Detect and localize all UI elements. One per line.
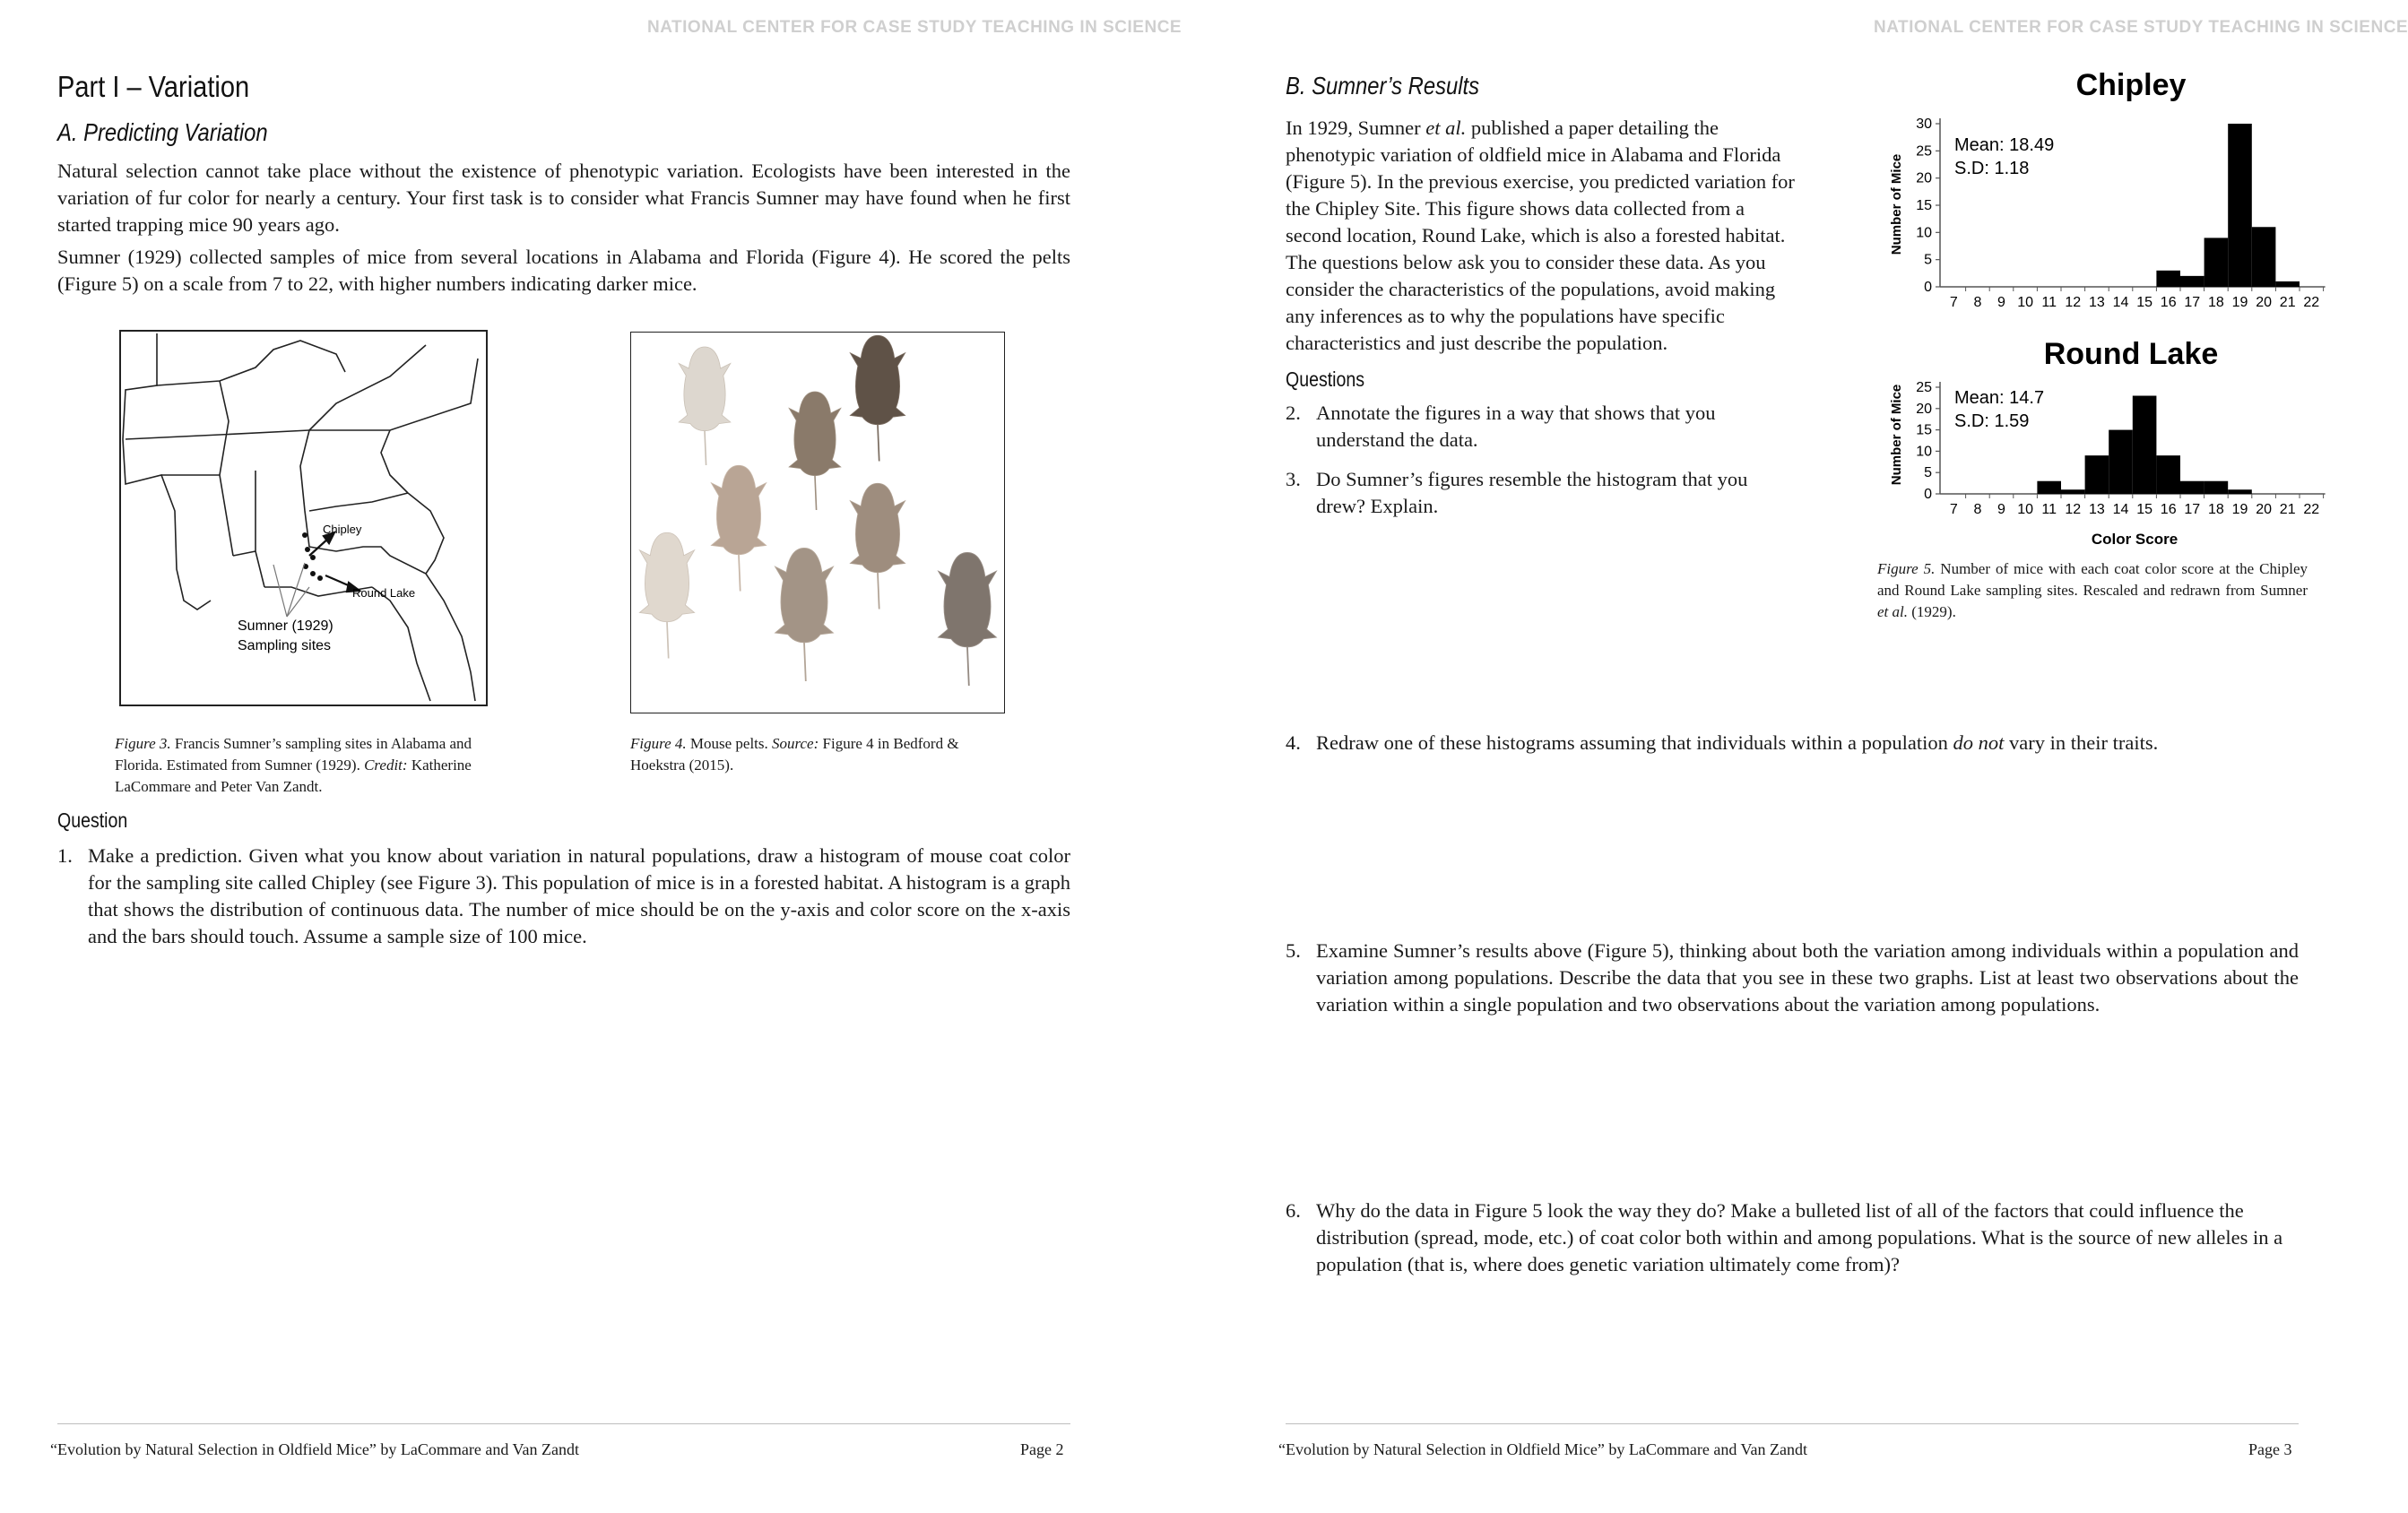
question-1 bbox=[57, 843, 1070, 950]
x-tick-label-12: 12 bbox=[2065, 502, 2082, 517]
x-tick-label-11: 11 bbox=[2041, 502, 2057, 517]
x-tick-label-7: 7 bbox=[1949, 502, 1958, 517]
x-tick-label-7: 7 bbox=[1949, 295, 1958, 310]
x-tick-label-17: 17 bbox=[2184, 502, 2201, 517]
bar-11 bbox=[2037, 481, 2061, 494]
figure-5-caption: Figure 5. Number of mice with each coat color score at the Chipley and Round Lake sampling sites. Rescaled and redrawn from Sumner et al. (1929). bbox=[1877, 560, 2308, 620]
round-lake-sd: S.D: 1.59 bbox=[1954, 411, 2030, 431]
bar-15 bbox=[2133, 396, 2157, 494]
footer-title: “Evolution by Natural Selection in Oldfield Mice” by LaCommare and Van Zandt bbox=[1278, 1440, 1808, 1458]
question-2-text: Annotate the figures in a way that shows that you understand the data. bbox=[1316, 402, 1716, 451]
y-tick-label: 5 bbox=[1924, 252, 1932, 268]
round-lake-histogram bbox=[1889, 337, 2326, 548]
x-tick-label-9: 9 bbox=[1997, 295, 2005, 310]
section-b-heading: B. Sumner’s Results bbox=[1286, 72, 1480, 99]
chipley-histogram bbox=[1889, 68, 2326, 310]
bar-18 bbox=[2204, 481, 2229, 494]
footer-title: “Evolution by Natural Selection in Oldfield Mice” by LaCommare and Van Zandt bbox=[50, 1440, 580, 1458]
pelt-5 bbox=[850, 483, 905, 609]
bar-13 bbox=[2085, 455, 2109, 494]
question-6: 6. Why do the data in Figure 5 look the way they do? Make a bulleted list of all of the factors that could influence the distribution (spread, mode, etc.) of coat color both within and among populations. What is the source of new alleles in a population (that is, where does genetic variation ultimately come from)? bbox=[1286, 1197, 2299, 1284]
y-tick-label: 10 bbox=[1916, 225, 1932, 241]
running-header: NATIONAL CENTER FOR CASE STUDY TEACHING IN SCIENCE bbox=[1874, 18, 2408, 37]
y-tick-label: 10 bbox=[1916, 444, 1932, 460]
bar-16 bbox=[2156, 455, 2180, 494]
figure-4-caption: Figure 4. Mouse pelts. Source: Figure 4 in Bedford & Hoekstra (2015). bbox=[630, 735, 959, 774]
chipley-mean: Mean: 18.49 bbox=[1954, 135, 2055, 155]
round-lake-x-axis-label: Color Score bbox=[2091, 531, 2178, 548]
y-tick-label: 0 bbox=[1924, 280, 1932, 295]
map-label-sites-line2: Sampling sites bbox=[238, 638, 332, 653]
y-tick-label: 15 bbox=[1916, 198, 1932, 213]
x-tick-label-15: 15 bbox=[2136, 502, 2152, 517]
chipley-y-axis-label: Number of Mice bbox=[1889, 153, 1904, 255]
round-lake-chart-title: Round Lake bbox=[2043, 337, 2219, 371]
question-3-text: Do Sumner’s figures resemble the histogram that you drew? Explain. bbox=[1316, 468, 1748, 517]
question-1-text: Make a prediction. Given what you know about variation in natural populations, draw a histogram of mouse coat color for the sampling site called Chipley (see Figure 3). This population of mice is in a forested habitat. A histogram is a graph that shows the distribution of continuous data. The number of mice should be on the y-axis and color score on the x-axis and the bars should touch. Assume a sample size of 100 mice. bbox=[88, 844, 1070, 947]
y-tick-label: 20 bbox=[1916, 401, 1932, 417]
x-tick-label-18: 18 bbox=[2208, 295, 2224, 310]
x-tick-label-14: 14 bbox=[2112, 295, 2129, 310]
bar-19 bbox=[2228, 124, 2252, 287]
x-tick-label-19: 19 bbox=[2231, 295, 2248, 310]
pelt-4 bbox=[711, 465, 766, 591]
bar-17 bbox=[2180, 276, 2204, 287]
figure-3-label: Figure 3. bbox=[115, 735, 171, 752]
question-5-text: Examine Sumner’s results above (Figure 5), thinking about both the variation among individuals within a population and variation among populations. Describe the data that you see in these two graphs. List at least two observations about the variation within a single population and two observations about the variation among populations. bbox=[1316, 939, 2299, 1016]
x-tick-label-14: 14 bbox=[2112, 502, 2129, 517]
map-label-round-lake: Round Lake bbox=[352, 586, 416, 600]
questions-heading: Questions bbox=[1286, 367, 1365, 391]
page-3 bbox=[1228, 0, 2408, 1513]
x-tick-label-22: 22 bbox=[2303, 502, 2320, 517]
x-tick-label-13: 13 bbox=[2089, 295, 2105, 310]
question-2: 2. Annotate the figures in a way that shows that you understand the data. bbox=[1286, 400, 1798, 457]
x-tick-label-17: 17 bbox=[2184, 295, 2201, 310]
question-4: 4. Redraw one of these histograms assuming that individuals within a population do not vary in their traits. bbox=[1286, 730, 2299, 758]
map-drawing bbox=[121, 332, 486, 705]
running-header: NATIONAL CENTER FOR CASE STUDY TEACHING IN SCIENCE bbox=[647, 18, 1182, 37]
question-3: 3. Do Sumner’s figures resemble the histogram that you drew? Explain. bbox=[1286, 466, 1798, 523]
x-tick-label-11: 11 bbox=[2041, 295, 2057, 310]
pelt-8 bbox=[939, 553, 997, 687]
footer-divider bbox=[1286, 1423, 2299, 1424]
x-tick-label-12: 12 bbox=[2065, 295, 2082, 310]
x-tick-label-13: 13 bbox=[2089, 502, 2105, 517]
x-tick-label-20: 20 bbox=[2256, 295, 2272, 310]
question-5: 5. Examine Sumner’s results above (Figure 5), thinking about both the variation among individuals within a population and variation among populations. Describe the data that you see in these two graphs. List at least two observations about the variation within a single population and two observations about the variation among populations. bbox=[1286, 938, 2299, 1024]
pelt-3 bbox=[850, 335, 905, 461]
map-label-chipley: Chipley bbox=[323, 523, 362, 536]
footer-divider bbox=[57, 1423, 1070, 1424]
figure-3-caption: Figure 3. Francis Sumner’s sampling sites in Alabama and Florida. Estimated from Sumner (1929). Credit: Katherine LaCommare and Peter Van Zandt. bbox=[115, 735, 472, 795]
round-lake-mean: Mean: 14.7 bbox=[1954, 388, 2045, 408]
pelt-7 bbox=[775, 549, 834, 682]
paragraph-intro: Natural selection cannot take place without the existence of phenotypic variation. Ecologists have been interested in the variation of fur color for nearly a century. Your first task is to consider what Francis Sumner may have found when he first started trapping mice 90 years ago. bbox=[57, 160, 1070, 236]
x-tick-label-21: 21 bbox=[2279, 295, 2296, 310]
question-heading: Question bbox=[57, 808, 128, 832]
bar-20 bbox=[2252, 227, 2276, 287]
paragraph-results: In 1929, Sumner et al. published a paper detailing the phenotypic variation of oldfield mice in Alabama and Florida (Figure 5). In the previous exercise, you predicted variation for the Chipley Site. This figure shows data collected from a second location, Round Lake, which is also a forested habitat. The questions below ask you to consider these data. As you consider the characteristics of the populations, avoid making any inferences as to why the populations have specific characteristics and just describe the population. bbox=[1286, 117, 1795, 354]
x-tick-label-8: 8 bbox=[1973, 295, 1982, 310]
bar-17 bbox=[2180, 481, 2204, 494]
x-tick-label-19: 19 bbox=[2231, 502, 2248, 517]
x-tick-label-10: 10 bbox=[2017, 295, 2033, 310]
pelt-1 bbox=[679, 347, 731, 465]
question-4-text: Redraw one of these histograms assuming that individuals within a population do not vary in their traits. bbox=[1316, 731, 2159, 754]
bar-12 bbox=[2061, 489, 2085, 494]
pelt-2 bbox=[789, 392, 841, 510]
x-tick-label-22: 22 bbox=[2303, 295, 2320, 310]
bar-19 bbox=[2228, 489, 2252, 494]
chipley-sd: S.D: 1.18 bbox=[1954, 159, 2030, 178]
bar-14 bbox=[2109, 430, 2133, 494]
y-tick-label: 0 bbox=[1924, 487, 1932, 502]
x-tick-label-9: 9 bbox=[1997, 502, 2005, 517]
y-tick-label: 5 bbox=[1924, 465, 1932, 481]
bar-18 bbox=[2204, 238, 2229, 287]
x-tick-label-18: 18 bbox=[2208, 502, 2224, 517]
page-2 bbox=[0, 0, 1182, 1513]
mouse-pelts-image bbox=[630, 332, 1005, 713]
bar-16 bbox=[2156, 271, 2180, 287]
x-tick-label-8: 8 bbox=[1973, 502, 1982, 517]
figure-5-histograms bbox=[1874, 63, 2320, 548]
x-tick-label-20: 20 bbox=[2256, 502, 2272, 517]
question-1-number: 1. bbox=[57, 844, 73, 867]
y-tick-label: 25 bbox=[1916, 143, 1932, 160]
y-tick-label: 30 bbox=[1916, 117, 1932, 132]
pelt-6 bbox=[639, 532, 694, 658]
round-lake-y-axis-label: Number of Mice bbox=[1889, 384, 1904, 486]
y-tick-label: 15 bbox=[1916, 422, 1932, 438]
page-number: Page 3 bbox=[2248, 1440, 2292, 1458]
pelts-drawing bbox=[631, 333, 1002, 711]
x-tick-label-16: 16 bbox=[2160, 502, 2177, 517]
question-6-text: Why do the data in Figure 5 look the way they do? Make a bulleted list of all of the factors that could influence the distribution (spread, mode, etc.) of coat color both within and among populations. What is the source of new alleles in a population (that is, where does genetic variation ultimately come from)? bbox=[1316, 1199, 2283, 1275]
bar-21 bbox=[2275, 281, 2300, 287]
map-label-sites-line1: Sumner (1929) bbox=[238, 618, 333, 634]
y-tick-label: 25 bbox=[1916, 380, 1932, 395]
y-tick-label: 20 bbox=[1916, 170, 1932, 186]
figure-4-label: Figure 4. bbox=[630, 735, 687, 752]
x-tick-label-16: 16 bbox=[2160, 295, 2177, 310]
x-tick-label-15: 15 bbox=[2136, 295, 2152, 310]
page-number: Page 2 bbox=[1020, 1440, 1064, 1458]
chipley-chart-title: Chipley bbox=[2075, 68, 2187, 102]
sampling-sites-map bbox=[119, 330, 488, 706]
part-title: Part I – Variation bbox=[57, 70, 250, 103]
paragraph-sampling: Sumner (1929) collected samples of mice from several locations in Alabama and Florida (Figure 4). He scored the pelts (Figure 5) on a scale from 7 to 22, with higher numbers indicating darker mice. bbox=[57, 246, 1070, 295]
section-a-heading: A. Predicting Variation bbox=[57, 118, 268, 146]
x-tick-label-10: 10 bbox=[2017, 502, 2033, 517]
x-tick-label-21: 21 bbox=[2279, 502, 2296, 517]
